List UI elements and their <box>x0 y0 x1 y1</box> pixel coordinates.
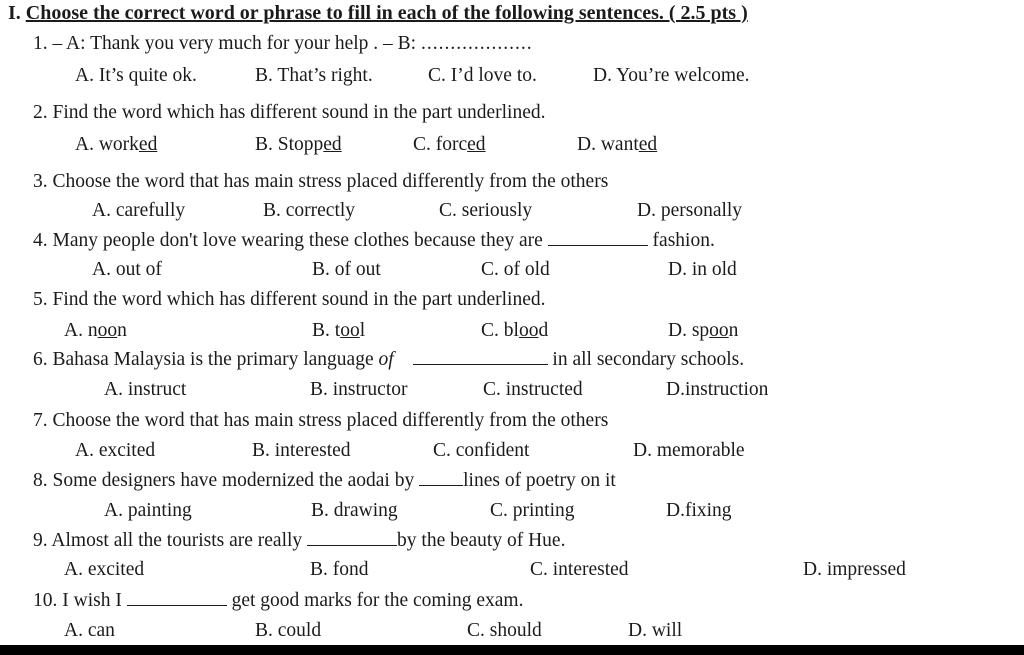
q10-option-d: D. will <box>628 620 683 641</box>
q2-option-b: B. Stopped <box>255 134 342 155</box>
q8-option-a: A. painting <box>104 500 192 521</box>
q3-option-c: C. seriously <box>439 200 533 221</box>
q5-option-d: D. spoon <box>668 320 739 341</box>
q7-option-a: A. excited <box>75 440 156 461</box>
question-8: 8. Some designers have modernized the aodai by lines of poetry on it <box>33 470 616 491</box>
q9-option-c: C. interested <box>530 559 629 580</box>
section-title <box>8 3 748 23</box>
q9-option-b: B. fond <box>310 559 369 580</box>
q6-option-a: A. instruct <box>104 379 187 400</box>
q5-option-a: A. noon <box>64 320 127 341</box>
q1-option-b: B. That’s right. <box>255 65 373 86</box>
q10-option-b: B. could <box>255 620 322 641</box>
q4-option-d: D. in old <box>668 259 737 280</box>
q5-option-c: C. blood <box>481 320 549 341</box>
question-9: 9. Almost all the tourists are really by the beauty of Hue. <box>33 530 566 551</box>
q4-option-c: C. of old <box>481 259 550 280</box>
q8-option-c: C. printing <box>490 500 575 521</box>
question-6: 6. Bahasa Malaysia is the primary language of in all secondary schools. <box>33 349 745 370</box>
question-5: 5. Find the word which has different sound in the part underlined. <box>33 289 546 310</box>
question-3: 3. Choose the word that has main stress placed differently from the others <box>33 171 609 192</box>
q7-option-b: B. interested <box>252 440 351 461</box>
q2-option-d: D. wanted <box>577 134 658 155</box>
q3-option-d: D. personally <box>637 200 743 221</box>
q1-option-d: D. You’re welcome. <box>593 65 750 86</box>
question-1: 1. – A: Thank you very much for your help . – B: ................... <box>33 33 533 54</box>
q10-option-a: A. can <box>64 620 115 641</box>
question-10: 10. I wish I get good marks for the coming exam. <box>33 590 524 611</box>
answer-blank <box>127 591 227 606</box>
q3-option-a: A. carefully <box>92 200 186 221</box>
q4-option-a: A. out of <box>92 259 162 280</box>
q9-option-a: A. excited <box>64 559 145 580</box>
q8-option-b: B. drawing <box>311 500 398 521</box>
answer-blank: ................... <box>420 33 533 54</box>
q9-option-d: D. impressed <box>803 559 906 580</box>
answer-blank <box>413 350 548 365</box>
q7-option-d: D. memorable <box>633 440 745 461</box>
answer-blank <box>307 531 397 546</box>
q3-option-b: B. correctly <box>263 200 356 221</box>
question-7: 7. Choose the word that has main stress placed differently from the others <box>33 410 609 431</box>
q4-option-b: B. of out <box>312 259 381 280</box>
q6-option-d: D.instruction <box>666 379 769 400</box>
q2-option-c: C. forced <box>413 134 486 155</box>
q5-option-b: B. tool <box>312 320 366 341</box>
bottom-border <box>0 645 1024 655</box>
answer-blank <box>548 231 648 246</box>
question-4: 4. Many people don't love wearing these clothes because they are fashion. <box>33 230 715 251</box>
q1-option-c: C. I’d love to. <box>428 65 537 86</box>
question-2: 2. Find the word which has different sound in the part underlined. <box>33 102 546 123</box>
section-number: I. <box>8 2 21 24</box>
section-instruction: Choose the correct word or phrase to fill in each of the following sentences. ( 2.5 pts ) <box>25 2 748 24</box>
answer-blank <box>419 471 463 486</box>
q10-option-c: C. should <box>467 620 542 641</box>
q7-option-c: C. confident <box>433 440 530 461</box>
q1-option-a: A. It’s quite ok. <box>75 65 197 86</box>
q6-option-b: B. instructor <box>310 379 408 400</box>
q2-option-a: A. worked <box>75 134 158 155</box>
q6-option-c: C. instructed <box>483 379 583 400</box>
q8-option-d: D.fixing <box>666 500 732 521</box>
